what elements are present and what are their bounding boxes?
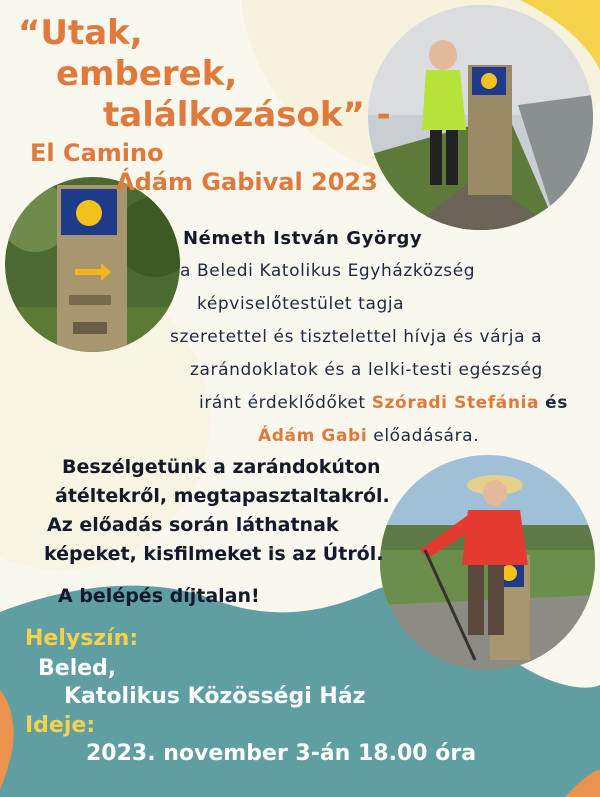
- free-entry-text: A belépés díjtalan!: [58, 585, 260, 607]
- description-line-1: Beszélgetünk a zarándokúton: [62, 456, 381, 478]
- description-line-3: Az előadás során láthatnak: [47, 514, 339, 536]
- speaker-szoradi-stefania: Szóradi Stefánia: [371, 393, 540, 413]
- photo-pilgrim-fog: [368, 5, 593, 230]
- host-name: Németh István György: [183, 228, 423, 249]
- title-line-2: emberek,: [56, 54, 238, 94]
- speaker-adam-gabi: Ádám Gabi: [258, 426, 368, 446]
- subtitle-el-camino: El Camino: [30, 139, 164, 167]
- invitation-line-2: a Beledi Katolikus Egyházközség: [180, 261, 476, 281]
- invitation-line-4: szeretettel és tisztelettel hívja és várja a: [170, 327, 543, 347]
- title-line-1: “Utak,: [18, 13, 143, 53]
- title-line-3: találkozások” -: [103, 95, 391, 135]
- location-city: Beled,: [38, 656, 117, 681]
- invitation-interested-text: iránt érdeklődőket: [199, 393, 366, 413]
- time-label: Ideje:: [25, 713, 96, 738]
- photo-camino-marker: [5, 177, 180, 352]
- subtitle-adam-gabival: Ádám Gabival 2023: [116, 168, 378, 196]
- time-value: 2023. november 3-án 18.00 óra: [86, 741, 477, 766]
- description-line-4: képeket, kisfilmeket is az Útról.: [44, 543, 384, 565]
- description-line-2: átéltekről, megtapasztaltakról.: [55, 485, 390, 507]
- invitation-line-3: képviselőtestület tagja: [197, 294, 405, 314]
- invitation-line-5: zarándoklatok és a lelki-testi egészség: [190, 360, 543, 380]
- invitation-line-6: [199, 393, 568, 413]
- location-label: Helyszín:: [25, 626, 139, 651]
- conjunction-and: és: [545, 393, 568, 413]
- photo-pilgrim-red-jacket: [380, 455, 595, 670]
- location-venue: Katolikus Közösségi Ház: [64, 684, 366, 709]
- invitation-lecture-text: előadására.: [373, 426, 480, 446]
- invitation-line-7: [258, 426, 479, 446]
